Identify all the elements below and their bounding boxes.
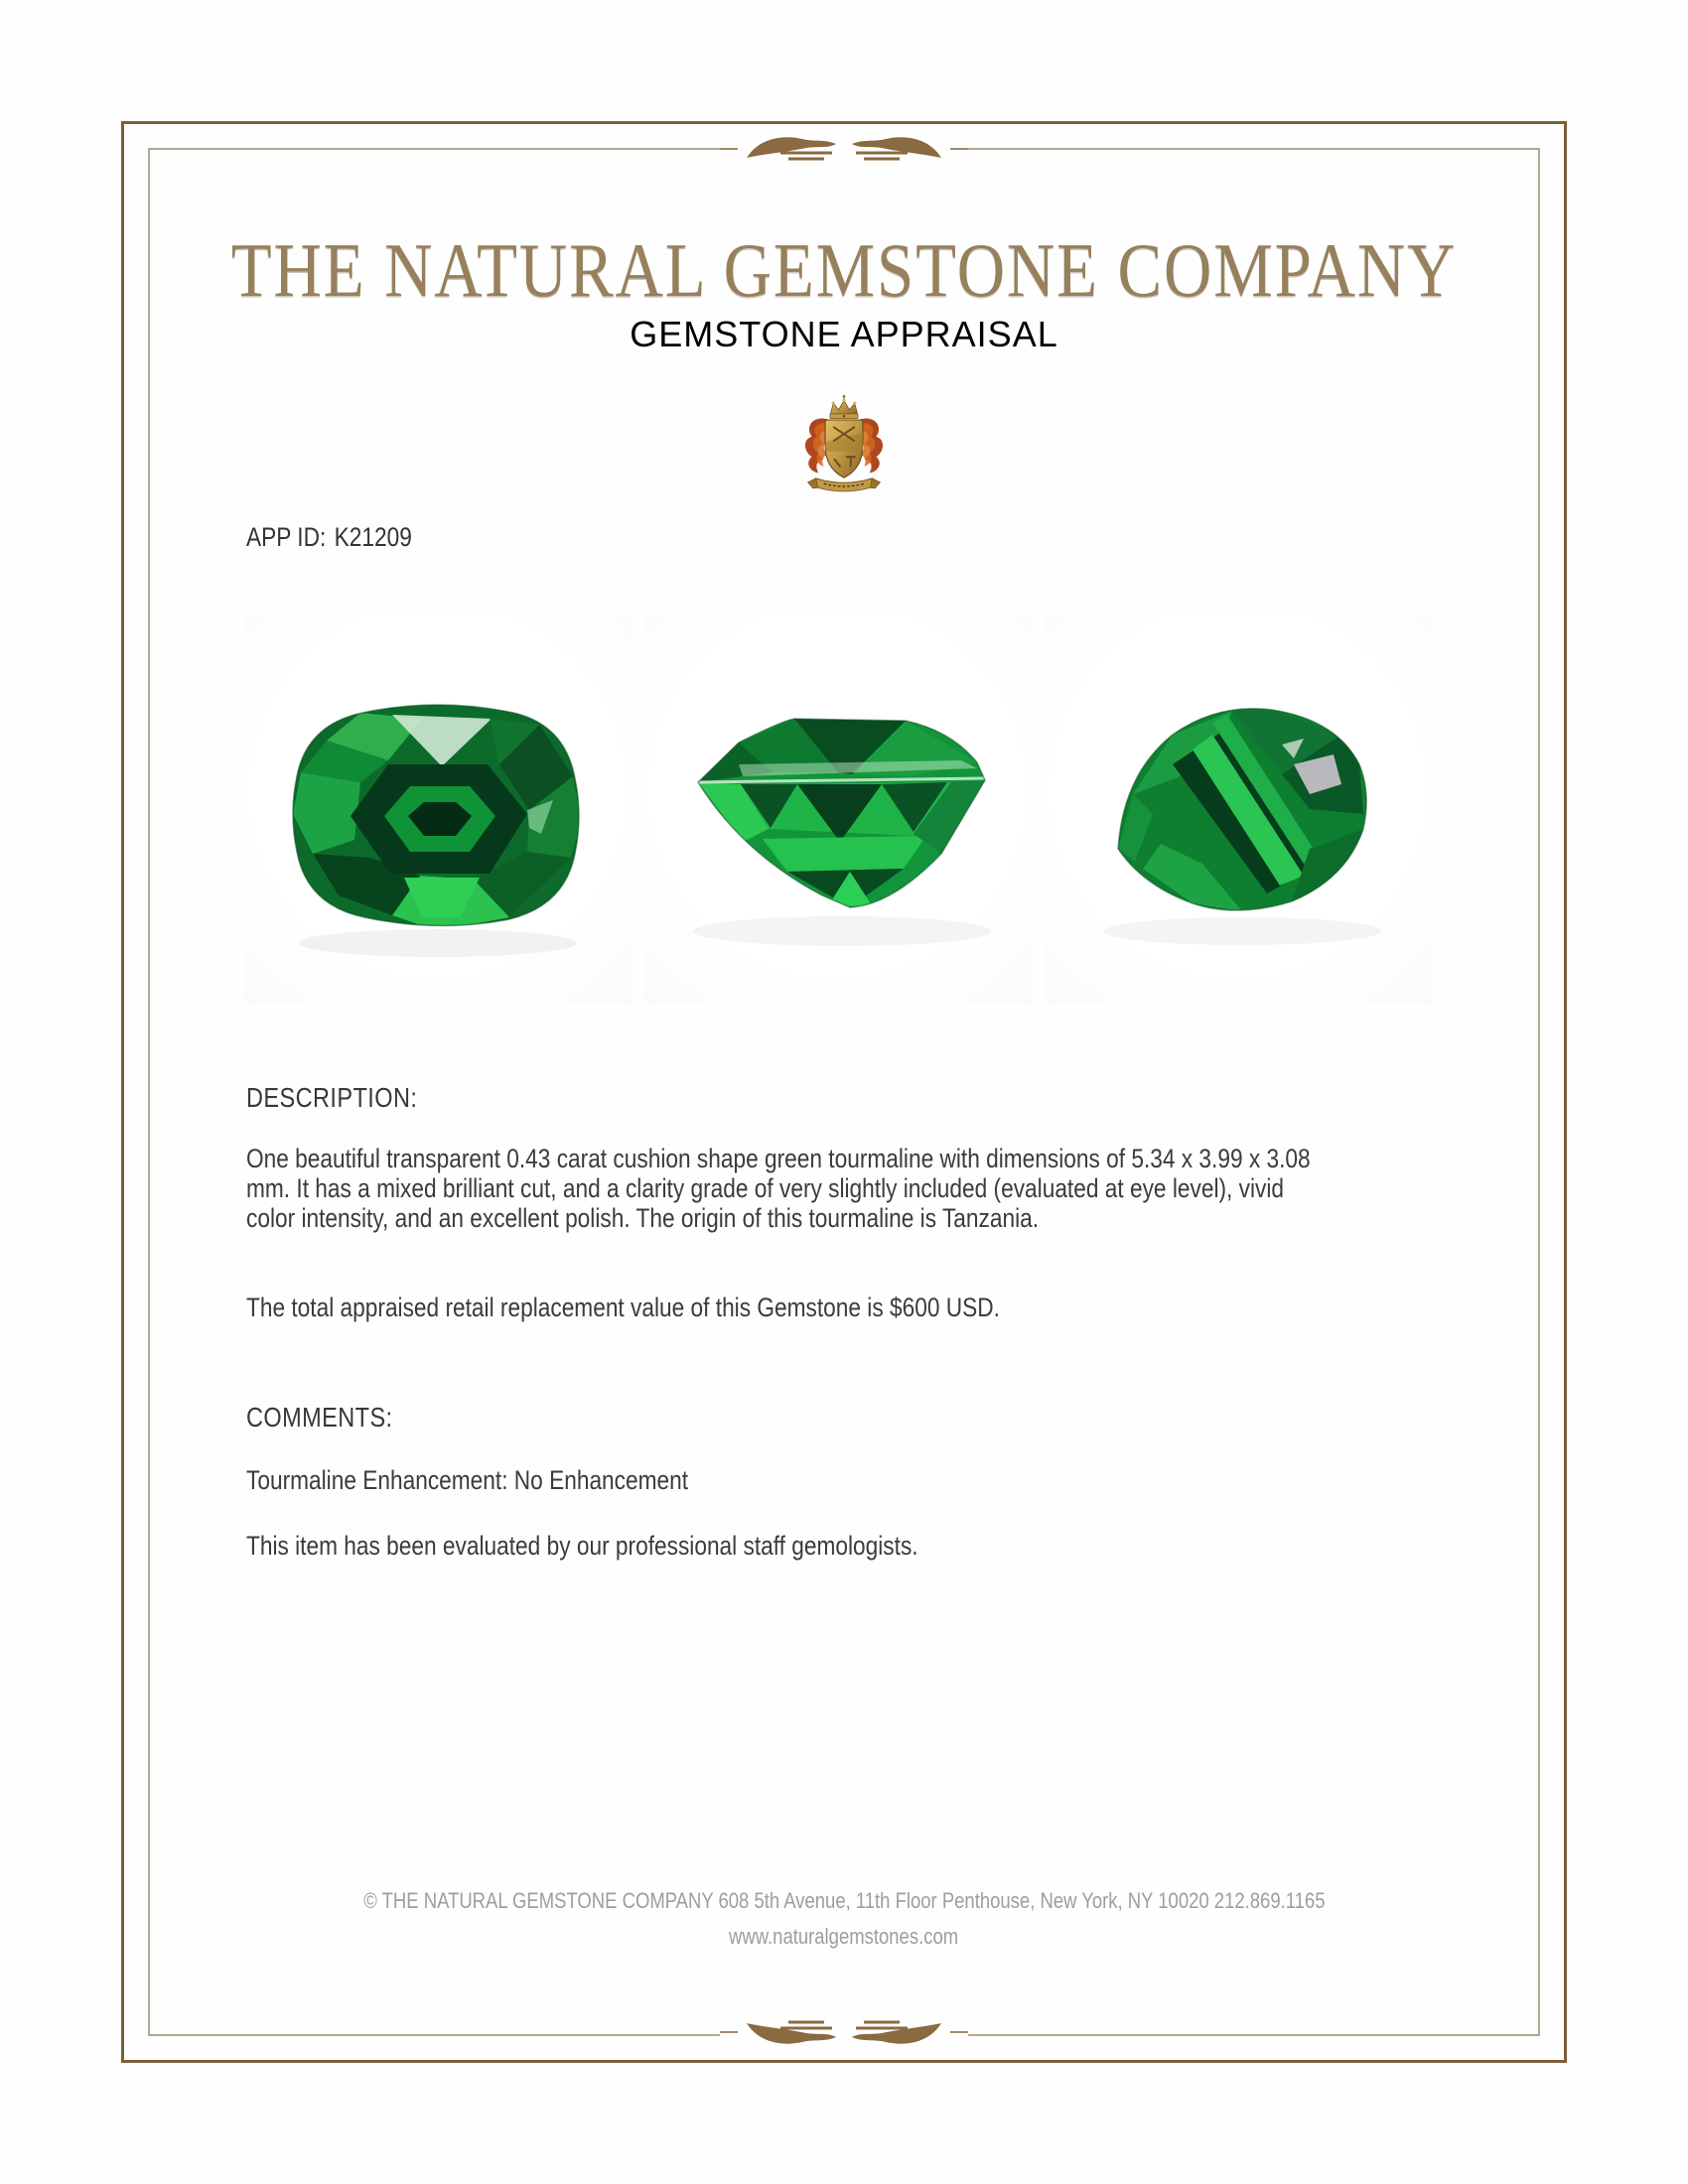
description-body: One beautiful transparent 0.43 carat cushion shape green tourmaline with dimensions of 5.34 x 3.99 x 3.08 mm. It has a mixed brilliant cut, and a clarity grade of very slightly included (evaluated at eye level), vivid color intensity, and an excellent polish. The origin of this tourmaline is Tanzania. xyxy=(246,1144,1311,1233)
enhancement-line: Tourmaline Enhancement: No Enhancement xyxy=(246,1465,689,1495)
crest-banner xyxy=(808,478,881,491)
flourish-top xyxy=(720,128,968,172)
gem-image-side-profile xyxy=(643,615,1033,1005)
description-heading: DESCRIPTION: xyxy=(246,1082,418,1113)
crest-crown xyxy=(830,395,858,419)
crest-shield xyxy=(825,420,863,478)
value-line: The total appraised retail replacement value of this Gemstone is $600 USD. xyxy=(246,1293,1000,1322)
app-id xyxy=(246,522,444,553)
gem-image-pavilion xyxy=(1044,615,1433,1005)
app-id-label: APP ID: xyxy=(246,522,327,552)
gem-image-row xyxy=(243,615,1433,1005)
company-name: THE NATURAL GEMSTONE COMPANY xyxy=(230,227,1458,314)
comments-heading: COMMENTS: xyxy=(246,1402,393,1433)
double-swirl-icon xyxy=(720,128,968,172)
flourish-bottom xyxy=(720,2009,968,2053)
footer-address: © THE NATURAL GEMSTONE COMPANY 608 5th Avenue, 11th Floor Penthouse, New York, NY 10020 212.869.1165 xyxy=(362,1888,1326,1913)
appraisal-subtitle: GEMSTONE APPRAISAL xyxy=(630,314,1058,354)
evaluated-line: This item has been evaluated by our professional staff gemologists. xyxy=(246,1531,918,1561)
company-crest-icon xyxy=(794,395,894,492)
app-id-value: K21209 xyxy=(334,522,412,552)
double-swirl-icon xyxy=(720,2009,968,2053)
gem-image-face-up xyxy=(243,615,633,1005)
footer-website: www.naturalgemstones.com xyxy=(729,1924,959,1949)
